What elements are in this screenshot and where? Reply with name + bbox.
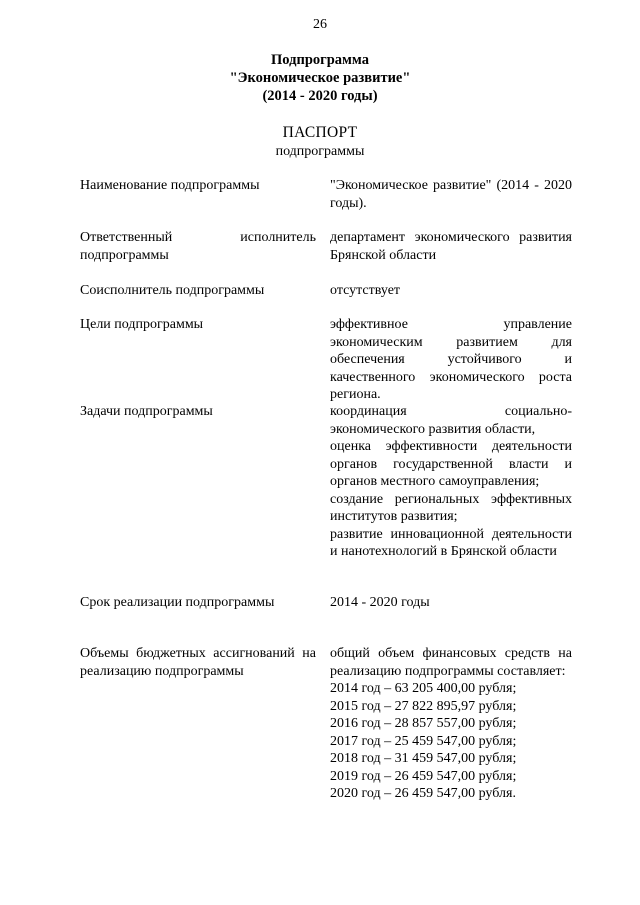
subprogram-name: "Экономическое развитие" xyxy=(229,70,411,86)
name-value: "Экономическое развитие" (2014 - 2020 годы). xyxy=(330,178,572,211)
responsible-value: департамент экономического развития Брянской области xyxy=(330,230,572,263)
passport-title: ПАСПОРТ xyxy=(282,124,358,141)
budget-year-line: 2016 год – 28 857 557,00 рубля; xyxy=(330,716,517,731)
task-item: оценка эффективности деятельности органов государственной власти и органов местного самоуправления; xyxy=(330,439,572,489)
budget-year-line: 2015 год – 27 822 895,97 рубля; xyxy=(330,698,517,714)
budget-year-line: 2018 год – 31 459 547,00 рубля; xyxy=(330,751,517,766)
tasks-list xyxy=(330,403,572,561)
coexecutor-value: отсутствует xyxy=(330,283,401,298)
goals-value: эффективное управление экономическим развитием для обеспечения устойчивого и качественного экономического роста региона. xyxy=(330,317,572,402)
budget-value xyxy=(330,645,572,803)
goals-label: Цели подпрограммы xyxy=(80,317,204,332)
budget-intro: общий объем финансовых средств на реализацию подпрограммы составляет: xyxy=(330,646,572,679)
task-item: создание региональных эффективных институтов развития; xyxy=(330,491,572,524)
task-item: развитие инновационной деятельности и нанотехнологий в Брянской области xyxy=(330,526,572,559)
subprogram-heading: Подпрограмма xyxy=(271,52,369,68)
period-value: 2014 - 2020 годы xyxy=(330,595,430,610)
budget-label: Объемы бюджетных ассигнований на реализацию подпрограммы xyxy=(80,646,316,679)
coexecutor-label: Соисполнитель подпрограммы xyxy=(80,283,265,298)
page-number: 26 xyxy=(313,17,327,32)
subprogram-years: (2014 - 2020 годы) xyxy=(262,88,378,104)
tasks-label: Задачи подпрограммы xyxy=(80,404,213,419)
responsible-label: Ответственный исполнитель подпрограммы xyxy=(80,230,316,263)
period-label: Срок реализации подпрограммы xyxy=(80,595,275,610)
task-item: координация социально-экономического развития области, xyxy=(330,404,572,437)
passport-subtitle: подпрограммы xyxy=(275,144,365,159)
budget-year-line: 2017 год – 25 459 547,00 рубля; xyxy=(330,733,517,749)
name-label: Наименование подпрограммы xyxy=(80,178,260,193)
budget-year-line: 2019 год – 26 459 547,00 рубля; xyxy=(330,768,517,784)
budget-year-line: 2020 год – 26 459 547,00 рубля. xyxy=(330,786,516,801)
budget-year-line: 2014 год – 63 205 400,00 рубля; xyxy=(330,681,517,696)
